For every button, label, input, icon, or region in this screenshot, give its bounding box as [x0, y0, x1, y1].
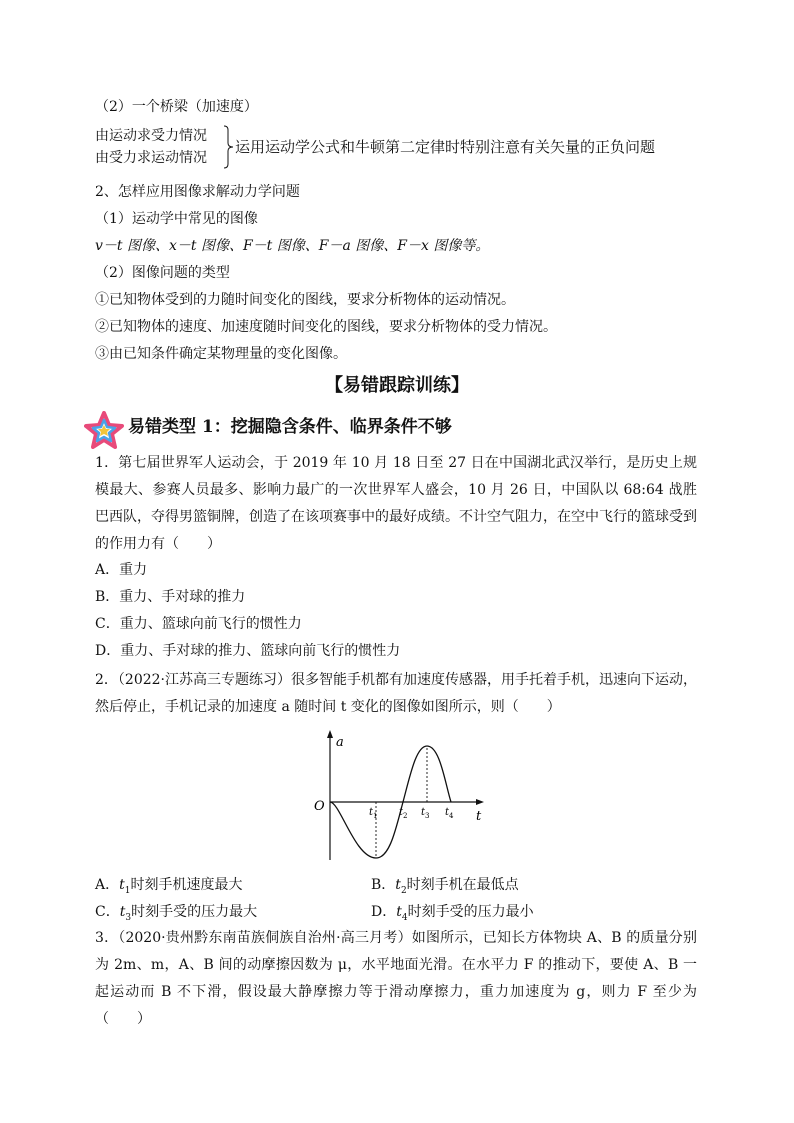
graph-type-item: ①已知物体受到的力随时间变化的图线，要求分析物体的运动情况。 — [95, 292, 515, 308]
bridge-left-item: 由运动求受力情况 — [95, 128, 207, 144]
q2-option-d: D．$t_4$时刻手受的压力最小 — [371, 904, 534, 923]
q2-option-a: A．$t_1$时刻手机速度最大 — [95, 877, 243, 896]
q1-stem: 1．第七届世界军人运动会，于 2019 年 10 月 18 日至 27 日在中国湖北武汉举行，是历史上规模最大、参赛人员最多、影响力最广的一次世界军人盛会，10 月 26 日，中国队以 68:64 战胜巴西队，夺得男篮铜牌，创造了在该项赛事中的最好成绩。不计空气阻力，在空中飞行的篮球受到的作用力有（ ） — [95, 455, 697, 552]
q2-option-b: B．$t_2$时刻手机在最低点 — [371, 877, 519, 896]
bridge-title: （2）一个桥梁（加速度） — [95, 99, 258, 115]
bridge-right-text: 运用运动学公式和牛顿第二定律时特别注意有关矢量的正负问题 — [235, 138, 656, 156]
training-title: 【易错跟踪训练】 — [325, 375, 469, 396]
q1-option-d: D．重力、手对球的推力、篮球向前飞行的惯性力 — [95, 643, 401, 659]
q2-stem: 2．（2022·江苏高三专题练习）很多智能手机都有加速度传感器，用手托着手机，迅速向下运动，然后停止，手机记录的加速度 a 随时间 t 变化的图像如图所示，则（ ） — [95, 672, 697, 715]
error-type-heading: 易错类型 1：挖掘隐含条件、临界条件不够 — [128, 417, 452, 437]
star-icon — [84, 411, 124, 449]
q3-stem: 3．（2020·贵州黔东南苗族侗族自治州·高三月考）如图所示，已知长方体物块 A、B 的质量分别为 2m、m，A、B 间的动摩擦因数为 μ，水平地面光滑。在水平力 F 的推动下，要使 A、B 一起运动而 B 不下滑，假设最大静摩擦力等于滑动摩擦力，重力加速度为 g，则力 F 至少为（ ） — [95, 930, 697, 1027]
tick-label-t1: $t_1$ — [369, 807, 378, 820]
tick-label-t2: $t_2$ — [399, 807, 408, 820]
y-axis-arrow — [327, 730, 333, 738]
right-brace-icon — [223, 125, 235, 169]
q1-option-c: C．重力、篮球向前飞行的惯性力 — [95, 616, 302, 632]
bridge-left-item: 由受力求运动情况 — [95, 150, 207, 166]
graph-type-item: ②已知物体的速度、加速度随时间变化的图线，要求分析物体的受力情况。 — [95, 319, 557, 335]
q1-option-a: A．重力 — [95, 562, 148, 578]
graphs-sub2: （2）图像问题的类型 — [95, 265, 230, 281]
tick-label-t3: $t_3$ — [421, 807, 430, 820]
y-axis-label: a — [336, 735, 344, 750]
bridge-left-items — [95, 125, 207, 169]
graph-type-item: ③由已知条件确定某物理量的变化图像。 — [95, 346, 347, 362]
acceleration-time-graph — [300, 728, 500, 864]
x-axis-label: t — [476, 809, 482, 824]
origin-label: O — [314, 799, 325, 814]
graphs-heading: 2、怎样应用图像求解动力学问题 — [95, 184, 300, 200]
q1-option-b: B．重力、手对球的推力 — [95, 589, 246, 605]
graphs-sub1: （1）运动学中常见的图像 — [95, 211, 258, 227]
graphs-list: v－t 图像、x－t 图像、F－t 图像、F－a 图像、F－x 图像等。 — [95, 238, 490, 254]
q2-option-c: C．$t_3$时刻手受的压力最大 — [95, 904, 258, 923]
tick-label-t4: $t_4$ — [445, 807, 454, 820]
x-axis-arrow — [476, 799, 484, 805]
